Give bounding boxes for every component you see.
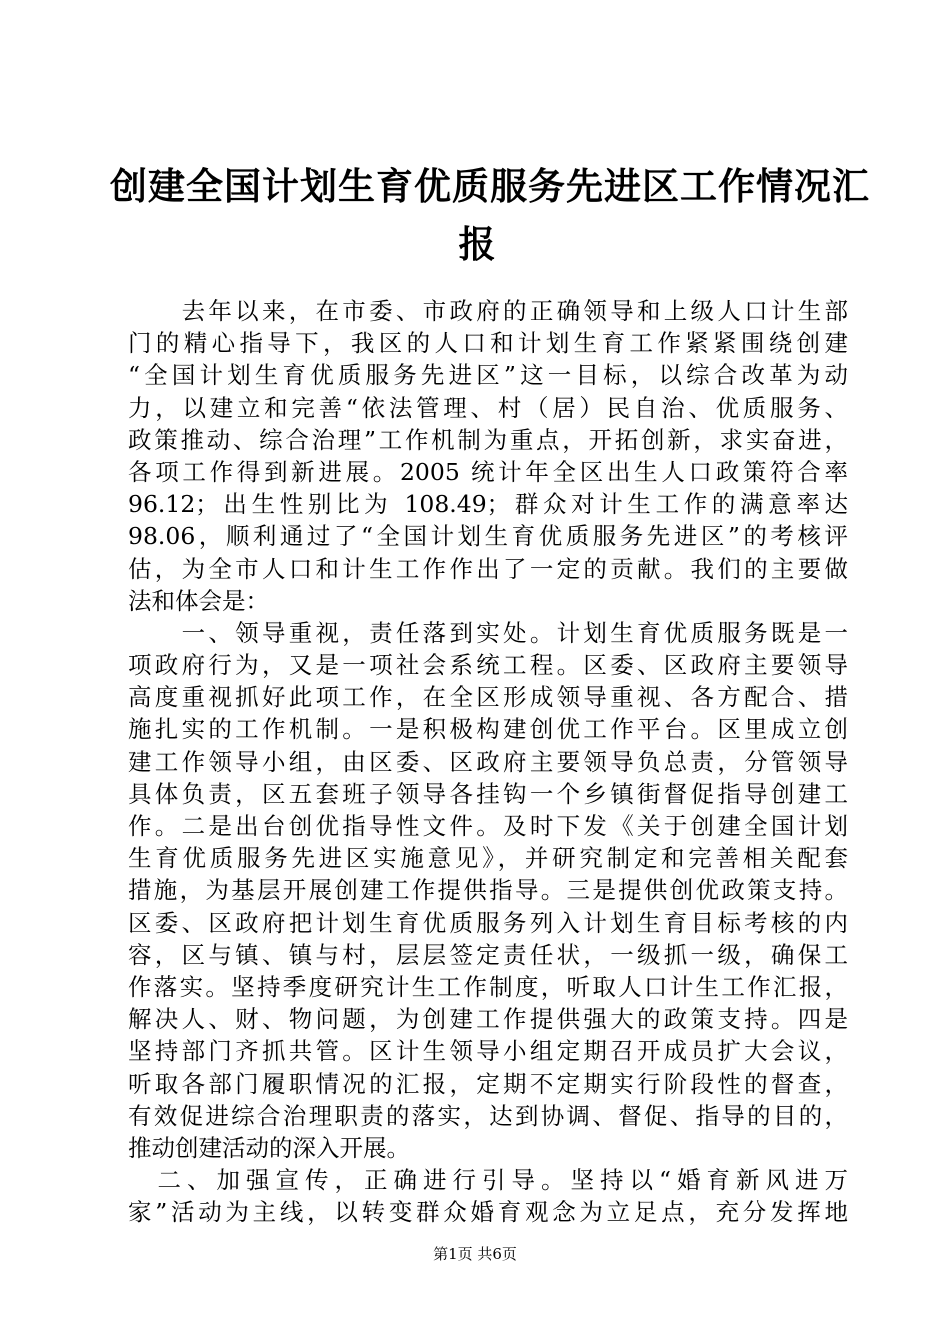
document-body: [128, 295, 848, 1228]
body-line: 政策推动、综合治理”工作机制为重点，开拓创新，求实奋进，: [128, 425, 848, 454]
body-line: 听取各部门履职情况的汇报，定期不定期实行阶段性的督查，: [128, 1069, 848, 1098]
body-line: 建工作领导小组，由区委、区政府主要领导负总责，分管领导: [128, 747, 848, 776]
body-line: 估，为全市人口和计生工作作出了一定的贡献。我们的主要做: [128, 554, 848, 583]
body-line: 区委、区政府把计划生育优质服务列入计划生育目标考核的内: [128, 908, 848, 937]
body-line: 生育优质服务先进区实施意见》，并研究制定和完善相关配套: [128, 844, 848, 873]
body-line: 作落实。坚持季度研究计生工作制度，听取人口计生工作汇报，: [128, 972, 848, 1001]
body-line: 推动创建活动的深入开展。: [128, 1133, 410, 1162]
body-line: 法和体会是：: [128, 586, 269, 615]
body-line: 去年以来，在市委、市政府的正确领导和上级人口计生部: [128, 297, 848, 325]
body-line: 措施，为基层开展创建工作提供指导。三是提供创优政策支持。: [128, 876, 848, 905]
body-line: 各项工作得到新进展。2005 统计年全区出生人口政策符合率: [128, 457, 848, 486]
body-line: 容，区与镇、镇与村，层层签定责任状，一级抓一级，确保工: [128, 940, 848, 969]
body-line: 坚持部门齐抓共管。区计生领导小组定期召开成员扩大会议，: [128, 1037, 848, 1066]
body-line: 二、加强宣传，正确进行引导。坚持以“婚育新风进万: [128, 1166, 848, 1195]
body-line: 解决人、财、物问题，为创建工作提供强大的政策支持。四是: [128, 1005, 848, 1034]
title-line: 报: [458, 223, 497, 266]
document-title: [110, 158, 870, 274]
body-line: 98.06，顺利通过了“全国计划生育优质服务先进区”的考核评: [128, 522, 848, 551]
body-line: 力，以建立和完善“依法管理、村（居）民自治、优质服务、: [128, 393, 848, 422]
body-line: 作。二是出台创优指导性文件。及时下发《关于创建全国计划: [128, 812, 848, 840]
body-line: 一、领导重视，责任落到实处。计划生育优质服务既是一: [128, 618, 848, 647]
body-line: 有效促进综合治理职责的落实，达到协调、督促、指导的目的，: [128, 1101, 848, 1130]
body-line: 项政府行为，又是一项社会系统工程。区委、区政府主要领导: [128, 651, 848, 680]
body-line: 具体负责，区五套班子领导各挂钩一个乡镇街督促指导创建工: [128, 779, 848, 808]
body-line: “全国计划生育优质服务先进区”这一目标，以综合改革为动: [128, 361, 848, 390]
body-line: 施扎实的工作机制。一是积极构建创优工作平台。区里成立创: [128, 715, 848, 744]
body-line: 96.12；出生性别比为 108.49；群众对计生工作的满意率达: [128, 490, 848, 519]
body-line: 家”活动为主线，以转变群众婚育观念为立足点，充分发挥地: [128, 1198, 848, 1227]
body-line: 门的精心指导下，我区的人口和计划生育工作紧紧围绕创建: [128, 329, 848, 358]
page-number-footer: 第1页 共6页: [433, 1245, 517, 1263]
body-line: 高度重视抓好此项工作，在全区形成领导重视、各方配合、措: [128, 683, 848, 712]
title-line: 创建全国计划生育优质服务先进区工作情况汇: [110, 165, 870, 208]
